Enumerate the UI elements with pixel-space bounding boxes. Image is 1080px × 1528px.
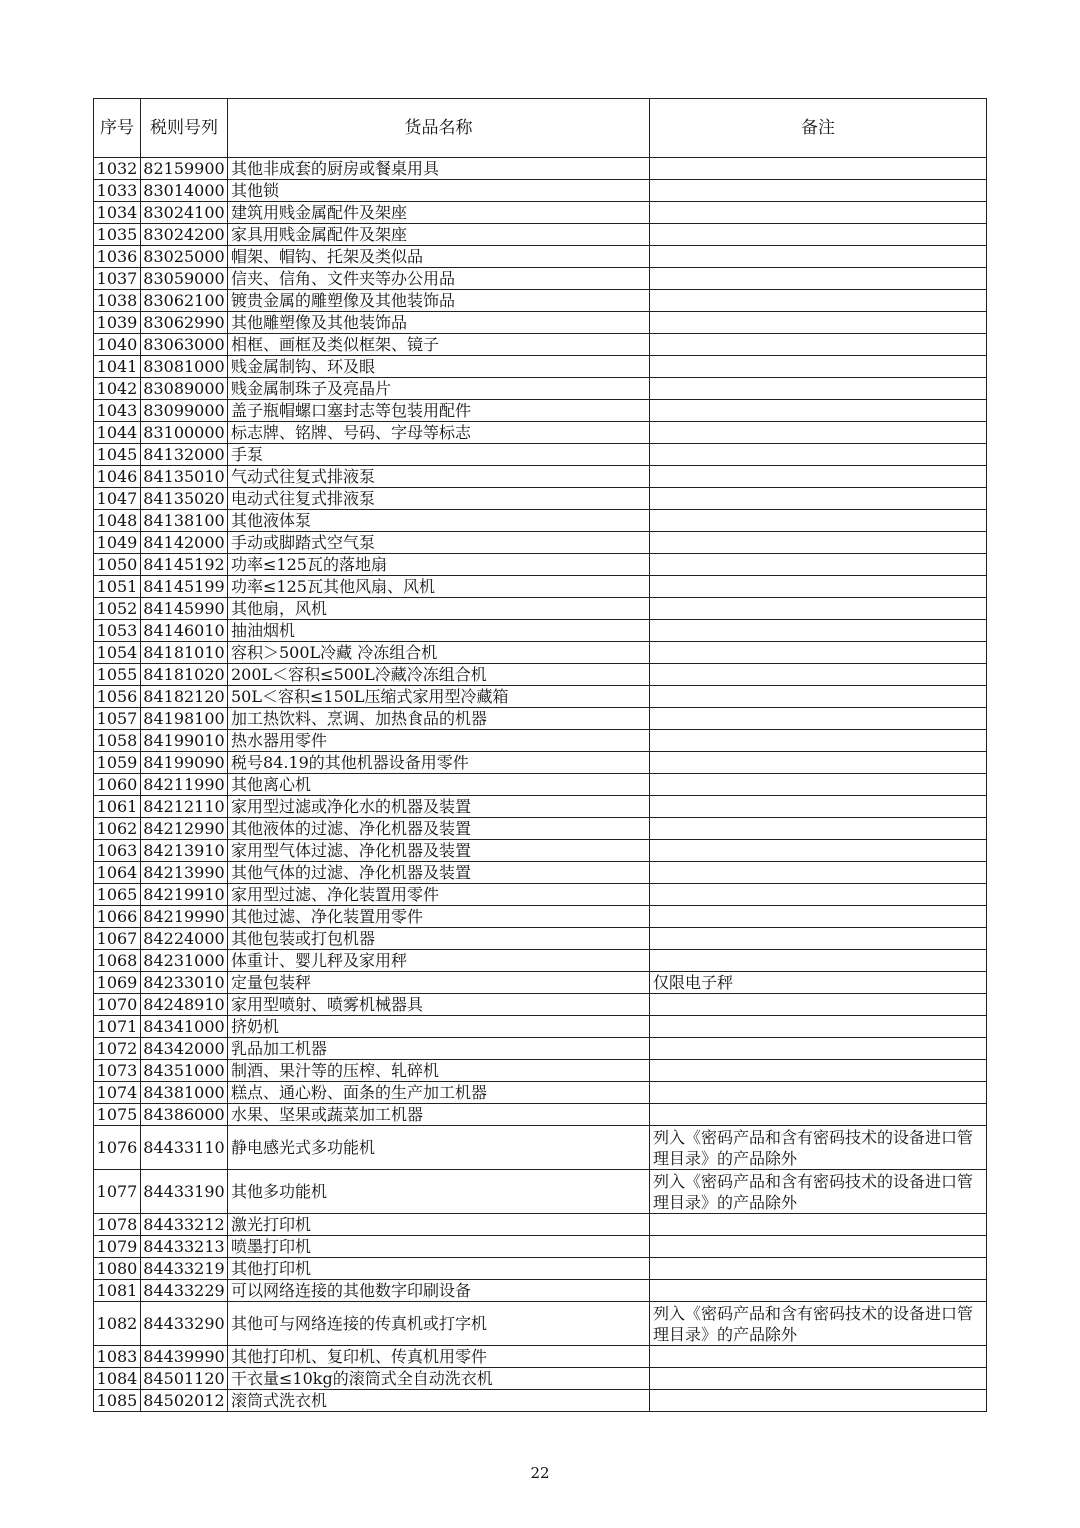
table-row — [94, 1038, 987, 1060]
cell-code: 84439990 — [141, 1346, 228, 1368]
cell-seq: 1058 — [94, 730, 141, 752]
cell-remark — [650, 906, 987, 928]
cell-code: 84142000 — [141, 532, 228, 554]
cell-name: 其他液体的过滤、净化机器及装置 — [228, 818, 650, 840]
cell-code: 84211990 — [141, 774, 228, 796]
cell-name: 其他扇，风机 — [228, 598, 650, 620]
cell-remark — [650, 642, 987, 664]
cell-code: 84433219 — [141, 1258, 228, 1280]
cell-code: 83063000 — [141, 334, 228, 356]
cell-remark: 列入《密码产品和含有密码技术的设备进口管理目录》的产品除外 — [650, 1170, 987, 1214]
cell-seq: 1064 — [94, 862, 141, 884]
cell-remark — [650, 730, 987, 752]
cell-code: 83099000 — [141, 400, 228, 422]
cell-name: 家用型气体过滤、净化机器及装置 — [228, 840, 650, 862]
cell-code: 84199090 — [141, 752, 228, 774]
table-row — [94, 466, 987, 488]
cell-remark — [650, 1214, 987, 1236]
table-row — [94, 1016, 987, 1038]
cell-remark: 列入《密码产品和含有密码技术的设备进口管理目录》的产品除外 — [650, 1302, 987, 1346]
cell-code: 84219990 — [141, 906, 228, 928]
cell-seq: 1050 — [94, 554, 141, 576]
cell-name: 糕点、通心粉、面条的生产加工机器 — [228, 1082, 650, 1104]
cell-remark — [650, 1236, 987, 1258]
cell-remark — [650, 840, 987, 862]
table-row — [94, 1236, 987, 1258]
cell-seq: 1039 — [94, 312, 141, 334]
cell-seq: 1053 — [94, 620, 141, 642]
table-row — [94, 224, 987, 246]
cell-name: 帽架、帽钩、托架及类似品 — [228, 246, 650, 268]
cell-seq: 1079 — [94, 1236, 141, 1258]
cell-seq: 1060 — [94, 774, 141, 796]
cell-name: 滚筒式洗衣机 — [228, 1390, 650, 1412]
table-row — [94, 510, 987, 532]
cell-name: 功率≤125瓦的落地扇 — [228, 554, 650, 576]
cell-name: 50L＜容积≤150L压缩式家用型冷藏箱 — [228, 686, 650, 708]
cell-seq: 1056 — [94, 686, 141, 708]
cell-code: 84146010 — [141, 620, 228, 642]
cell-name: 相框、画框及类似框架、镜子 — [228, 334, 650, 356]
cell-remark — [650, 554, 987, 576]
cell-seq: 1044 — [94, 422, 141, 444]
cell-name: 气动式往复式排液泵 — [228, 466, 650, 488]
cell-name: 体重计、婴儿秤及家用秤 — [228, 950, 650, 972]
table-row — [94, 620, 987, 642]
cell-name: 家用型过滤或净化水的机器及装置 — [228, 796, 650, 818]
cell-name: 镀贵金属的雕塑像及其他装饰品 — [228, 290, 650, 312]
table-row — [94, 1082, 987, 1104]
cell-code: 84433229 — [141, 1280, 228, 1302]
cell-remark — [650, 686, 987, 708]
cell-name: 定量包装秤 — [228, 972, 650, 994]
cell-name: 盖子瓶帽螺口塞封志等包装用配件 — [228, 400, 650, 422]
cell-remark — [650, 1368, 987, 1390]
cell-remark — [650, 268, 987, 290]
table-header-row — [94, 99, 987, 158]
cell-seq: 1063 — [94, 840, 141, 862]
cell-remark — [650, 1082, 987, 1104]
table-row — [94, 576, 987, 598]
cell-code: 84198100 — [141, 708, 228, 730]
table-row — [94, 532, 987, 554]
cell-code: 84342000 — [141, 1038, 228, 1060]
cell-name: 手动或脚踏式空气泵 — [228, 532, 650, 554]
cell-name: 激光打印机 — [228, 1214, 650, 1236]
table-row — [94, 488, 987, 510]
table-row — [94, 246, 987, 268]
table-row — [94, 796, 987, 818]
cell-code: 82159900 — [141, 158, 228, 180]
table-row — [94, 422, 987, 444]
cell-seq: 1076 — [94, 1126, 141, 1170]
cell-name: 功率≤125瓦其他风扇、风机 — [228, 576, 650, 598]
cell-name: 电动式往复式排液泵 — [228, 488, 650, 510]
cell-name: 其他打印机 — [228, 1258, 650, 1280]
cell-remark — [650, 488, 987, 510]
cell-seq: 1072 — [94, 1038, 141, 1060]
cell-seq: 1043 — [94, 400, 141, 422]
cell-remark — [650, 862, 987, 884]
table-row — [94, 752, 987, 774]
cell-remark — [650, 312, 987, 334]
cell-seq: 1062 — [94, 818, 141, 840]
table-row — [94, 664, 987, 686]
cell-seq: 1046 — [94, 466, 141, 488]
cell-remark — [650, 950, 987, 972]
cell-seq: 1061 — [94, 796, 141, 818]
table-row — [94, 1258, 987, 1280]
cell-remark — [650, 1016, 987, 1038]
cell-seq: 1041 — [94, 356, 141, 378]
cell-code: 84341000 — [141, 1016, 228, 1038]
cell-seq: 1067 — [94, 928, 141, 950]
table-row — [94, 928, 987, 950]
cell-seq: 1042 — [94, 378, 141, 400]
cell-name: 其他多功能机 — [228, 1170, 650, 1214]
cell-remark — [650, 1258, 987, 1280]
cell-seq: 1045 — [94, 444, 141, 466]
cell-remark — [650, 444, 987, 466]
cell-name: 其他打印机、复印机、传真机用零件 — [228, 1346, 650, 1368]
cell-remark — [650, 928, 987, 950]
cell-seq: 1055 — [94, 664, 141, 686]
table-row — [94, 312, 987, 334]
cell-code: 83025000 — [141, 246, 228, 268]
cell-remark — [650, 1390, 987, 1412]
cell-code: 84212110 — [141, 796, 228, 818]
table-row — [94, 1390, 987, 1412]
cell-name: 建筑用贱金属配件及架座 — [228, 202, 650, 224]
cell-remark — [650, 796, 987, 818]
cell-code: 84212990 — [141, 818, 228, 840]
table-row — [94, 598, 987, 620]
cell-code: 84224000 — [141, 928, 228, 950]
table-row — [94, 1104, 987, 1126]
cell-seq: 1038 — [94, 290, 141, 312]
header-remark: 备注 — [650, 99, 987, 158]
cell-code: 84433290 — [141, 1302, 228, 1346]
cell-name: 其他非成套的厨房或餐桌用具 — [228, 158, 650, 180]
cell-code: 84248910 — [141, 994, 228, 1016]
table-row — [94, 158, 987, 180]
cell-remark: 仅限电子秤 — [650, 972, 987, 994]
cell-code: 83100000 — [141, 422, 228, 444]
cell-seq: 1040 — [94, 334, 141, 356]
cell-name: 200L＜容积≤500L冷藏冷冻组合机 — [228, 664, 650, 686]
cell-code: 83024100 — [141, 202, 228, 224]
cell-seq: 1032 — [94, 158, 141, 180]
cell-remark: 列入《密码产品和含有密码技术的设备进口管理目录》的产品除外 — [650, 1126, 987, 1170]
goods-table — [93, 98, 987, 1412]
cell-code: 84145990 — [141, 598, 228, 620]
cell-code: 84433190 — [141, 1170, 228, 1214]
cell-code: 84145199 — [141, 576, 228, 598]
cell-name: 制酒、果汁等的压榨、轧碎机 — [228, 1060, 650, 1082]
header-name: 货品名称 — [228, 99, 650, 158]
cell-name: 喷墨打印机 — [228, 1236, 650, 1258]
cell-name: 家用型过滤、净化装置用零件 — [228, 884, 650, 906]
cell-seq: 1071 — [94, 1016, 141, 1038]
cell-name: 其他锁 — [228, 180, 650, 202]
cell-seq: 1048 — [94, 510, 141, 532]
cell-seq: 1068 — [94, 950, 141, 972]
cell-seq: 1034 — [94, 202, 141, 224]
cell-code: 84181010 — [141, 642, 228, 664]
cell-code: 84351000 — [141, 1060, 228, 1082]
cell-name: 容积＞500L冷藏 冷冻组合机 — [228, 642, 650, 664]
cell-remark — [650, 158, 987, 180]
table-row — [94, 906, 987, 928]
cell-name: 其他可与网络连接的传真机或打字机 — [228, 1302, 650, 1346]
cell-name: 挤奶机 — [228, 1016, 650, 1038]
cell-code: 84213910 — [141, 840, 228, 862]
cell-code: 83059000 — [141, 268, 228, 290]
cell-remark — [650, 378, 987, 400]
cell-name: 其他过滤、净化装置用零件 — [228, 906, 650, 928]
cell-seq: 1082 — [94, 1302, 141, 1346]
cell-code: 83014000 — [141, 180, 228, 202]
cell-remark — [650, 1280, 987, 1302]
cell-seq: 1070 — [94, 994, 141, 1016]
cell-remark — [650, 356, 987, 378]
cell-code: 84219910 — [141, 884, 228, 906]
cell-name: 可以网络连接的其他数字印刷设备 — [228, 1280, 650, 1302]
cell-seq: 1059 — [94, 752, 141, 774]
cell-remark — [650, 224, 987, 246]
cell-remark — [650, 774, 987, 796]
table-row — [94, 180, 987, 202]
cell-remark — [650, 884, 987, 906]
cell-code: 84433212 — [141, 1214, 228, 1236]
table-row — [94, 1368, 987, 1390]
table-row — [94, 1126, 987, 1170]
cell-seq: 1074 — [94, 1082, 141, 1104]
cell-seq: 1054 — [94, 642, 141, 664]
cell-name: 其他气体的过滤、净化机器及装置 — [228, 862, 650, 884]
table-row — [94, 268, 987, 290]
cell-name: 其他雕塑像及其他装饰品 — [228, 312, 650, 334]
cell-name: 静电感光式多功能机 — [228, 1126, 650, 1170]
cell-seq: 1077 — [94, 1170, 141, 1214]
cell-remark — [650, 246, 987, 268]
cell-remark — [650, 1104, 987, 1126]
table-row — [94, 972, 987, 994]
cell-name: 热水器用零件 — [228, 730, 650, 752]
cell-remark — [650, 532, 987, 554]
cell-name: 标志牌、铭牌、号码、字母等标志 — [228, 422, 650, 444]
cell-seq: 1057 — [94, 708, 141, 730]
cell-seq: 1084 — [94, 1368, 141, 1390]
cell-seq: 1069 — [94, 972, 141, 994]
cell-code: 84181020 — [141, 664, 228, 686]
cell-remark — [650, 334, 987, 356]
cell-code: 84381000 — [141, 1082, 228, 1104]
cell-seq: 1083 — [94, 1346, 141, 1368]
cell-name: 家用型喷射、喷雾机械器具 — [228, 994, 650, 1016]
cell-seq: 1080 — [94, 1258, 141, 1280]
cell-seq: 1037 — [94, 268, 141, 290]
cell-name: 税号84.19的其他机器设备用零件 — [228, 752, 650, 774]
table-row — [94, 378, 987, 400]
table-row — [94, 994, 987, 1016]
cell-remark — [650, 708, 987, 730]
cell-name: 水果、坚果或蔬菜加工机器 — [228, 1104, 650, 1126]
cell-name: 其他离心机 — [228, 774, 650, 796]
cell-name: 家具用贱金属配件及架座 — [228, 224, 650, 246]
cell-name: 其他液体泵 — [228, 510, 650, 532]
table-row — [94, 202, 987, 224]
table-row — [94, 730, 987, 752]
cell-remark — [650, 422, 987, 444]
table-row — [94, 334, 987, 356]
table-row — [94, 1214, 987, 1236]
cell-seq: 1052 — [94, 598, 141, 620]
table-body — [94, 158, 987, 1412]
table-row — [94, 840, 987, 862]
cell-code: 84135020 — [141, 488, 228, 510]
cell-seq: 1085 — [94, 1390, 141, 1412]
cell-remark — [650, 400, 987, 422]
cell-code: 84213990 — [141, 862, 228, 884]
cell-code: 83062990 — [141, 312, 228, 334]
cell-remark — [650, 1060, 987, 1082]
table-row — [94, 1060, 987, 1082]
cell-code: 83089000 — [141, 378, 228, 400]
header-seq: 序号 — [94, 99, 141, 158]
cell-remark — [650, 620, 987, 642]
page-number: 22 — [530, 1464, 550, 1482]
cell-code: 84501120 — [141, 1368, 228, 1390]
table-row — [94, 1280, 987, 1302]
cell-code: 84135010 — [141, 466, 228, 488]
cell-seq: 1065 — [94, 884, 141, 906]
table-row — [94, 554, 987, 576]
cell-name: 贱金属制钩、环及眼 — [228, 356, 650, 378]
cell-name: 其他包装或打包机器 — [228, 928, 650, 950]
table-row — [94, 1302, 987, 1346]
cell-seq: 1047 — [94, 488, 141, 510]
cell-remark — [650, 598, 987, 620]
cell-seq: 1075 — [94, 1104, 141, 1126]
cell-name: 干衣量≤10kg的滚筒式全自动洗衣机 — [228, 1368, 650, 1390]
cell-remark — [650, 752, 987, 774]
cell-code: 84138100 — [141, 510, 228, 532]
cell-code: 84182120 — [141, 686, 228, 708]
cell-name: 信夹、信角、文件夹等办公用品 — [228, 268, 650, 290]
header-code: 税则号列 — [141, 99, 228, 158]
cell-code: 83024200 — [141, 224, 228, 246]
table-row — [94, 1170, 987, 1214]
cell-code: 84386000 — [141, 1104, 228, 1126]
cell-seq: 1073 — [94, 1060, 141, 1082]
cell-name: 手泵 — [228, 444, 650, 466]
cell-name: 抽油烟机 — [228, 620, 650, 642]
table-row — [94, 818, 987, 840]
cell-remark — [650, 1038, 987, 1060]
cell-code: 84132000 — [141, 444, 228, 466]
cell-seq: 1066 — [94, 906, 141, 928]
cell-code: 84433213 — [141, 1236, 228, 1258]
cell-remark — [650, 180, 987, 202]
cell-remark — [650, 818, 987, 840]
cell-code: 84199010 — [141, 730, 228, 752]
table-row — [94, 642, 987, 664]
cell-code: 83081000 — [141, 356, 228, 378]
table-row — [94, 862, 987, 884]
cell-code: 84231000 — [141, 950, 228, 972]
cell-seq: 1078 — [94, 1214, 141, 1236]
cell-name: 加工热饮料、烹调、加热食品的机器 — [228, 708, 650, 730]
table-row — [94, 1346, 987, 1368]
table-row — [94, 400, 987, 422]
table-row — [94, 290, 987, 312]
cell-code: 84145192 — [141, 554, 228, 576]
table-row — [94, 950, 987, 972]
cell-remark — [650, 1346, 987, 1368]
cell-remark — [650, 664, 987, 686]
cell-code: 84433110 — [141, 1126, 228, 1170]
table-row — [94, 708, 987, 730]
cell-remark — [650, 510, 987, 532]
cell-seq: 1036 — [94, 246, 141, 268]
cell-seq: 1049 — [94, 532, 141, 554]
cell-remark — [650, 576, 987, 598]
table-row — [94, 356, 987, 378]
cell-seq: 1081 — [94, 1280, 141, 1302]
cell-remark — [650, 994, 987, 1016]
cell-seq: 1051 — [94, 576, 141, 598]
table-row — [94, 444, 987, 466]
cell-code: 84233010 — [141, 972, 228, 994]
table-row — [94, 884, 987, 906]
cell-seq: 1033 — [94, 180, 141, 202]
table-row — [94, 774, 987, 796]
cell-name: 乳品加工机器 — [228, 1038, 650, 1060]
cell-remark — [650, 290, 987, 312]
cell-remark — [650, 202, 987, 224]
cell-seq: 1035 — [94, 224, 141, 246]
cell-code: 84502012 — [141, 1390, 228, 1412]
cell-remark — [650, 466, 987, 488]
cell-name: 贱金属制珠子及亮晶片 — [228, 378, 650, 400]
table-row — [94, 686, 987, 708]
cell-code: 83062100 — [141, 290, 228, 312]
